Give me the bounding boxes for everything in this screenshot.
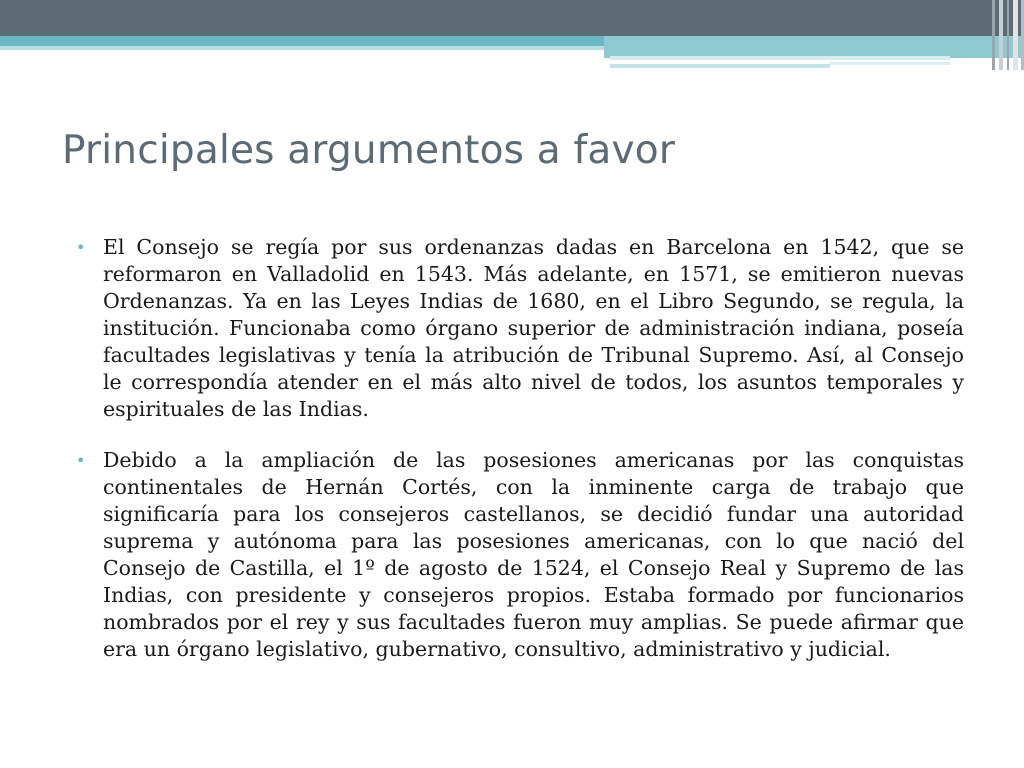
vertical-bar (1007, 0, 1009, 70)
bullet-list (76, 234, 964, 687)
bullet-item (76, 447, 964, 663)
bullet-text: Debido a la ampliación de las posesiones americanas por las conquistas continentales de Hernán Cortés, con la inminente carga de trabajo que significaría para los consejeros castellanos, se decidió fundar una autoridad suprema y autónoma para las posesiones americanas, con lo que nació del Consejo de Castilla, el 1º de agosto de 1524, el Consejo Real y Supremo de las Indias, con presidente y consejeros propios. Estaba formado por funcionarios nombrados por el rey y sus facultades fueron muy amplias. Se puede afirmar que era un órgano legislativo, gubernativo, consultivo, administrativo y judicial. (103, 448, 964, 661)
vertical-bar (999, 0, 1003, 70)
header-tab-line (610, 56, 950, 60)
bullet-icon: • (76, 451, 86, 470)
vertical-bar (992, 0, 995, 70)
bullet-text: El Consejo se regía por sus ordenanzas dadas en Barcelona en 1542, que se reformaron en Valladolid en 1543. Más adelante, en 1571, se emitieron nuevas Ordenanzas. Ya en las Leyes Indias de 1680, en el Libro Segundo, se regula, la institución. Funcionaba como órgano superior de administración indiana, poseía facultades legislativas y tenía la atribución de Tribunal Supremo. Así, al Consejo le correspondía atender en el más alto nivel de todos, los asuntos temporales y espirituales de las Indias. (103, 235, 964, 421)
header-tab-line (610, 64, 830, 68)
header-tab-line (830, 62, 950, 65)
vertical-bar (1013, 0, 1018, 70)
header-tab-block (604, 36, 1024, 58)
header-dark-band (0, 0, 1024, 36)
slide-title: Principales argumentos a favor (62, 128, 676, 173)
bullet-item (76, 234, 964, 423)
bullet-icon: • (76, 238, 86, 257)
header-vertical-bars (990, 0, 1024, 70)
